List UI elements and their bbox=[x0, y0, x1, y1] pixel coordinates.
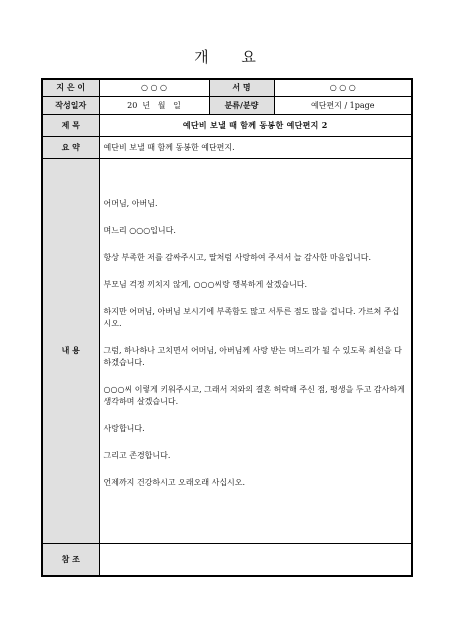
author-row bbox=[42, 79, 412, 96]
content-paragraph: 며느리 ○○○입니다. bbox=[103, 225, 176, 235]
content-paragraph: 그리고 존경합니다. bbox=[103, 450, 171, 460]
author-label: 지 은 이 bbox=[42, 79, 99, 96]
reference-label: 참 조 bbox=[42, 543, 99, 576]
content-body bbox=[99, 158, 412, 543]
content-paragraph: 부모님 걱정 끼치지 않게, ○○○씨랑 행복하게 살겠습니다. bbox=[103, 279, 308, 289]
content-paragraph: 그럼, 하나하나 고치면서 어머님, 아버님께 사랑 받는 며느리가 될 수 있도록 최선을 다하겠습니다. bbox=[103, 345, 402, 367]
content-paragraph: 언제까지 건강하시고 오래오래 사십시오. bbox=[103, 477, 246, 487]
summary-value: 예단비 보낼 때 함께 동봉한 예단편지. bbox=[99, 136, 412, 158]
author-value: ○ ○ ○ bbox=[99, 79, 209, 96]
content-paragraph: 하지만 어머님, 아버님 보시기에 부족함도 많고 서투른 점도 많을 겁니다. 가르쳐 주십시오. bbox=[103, 306, 400, 328]
subject-value: 예단비 보낼 때 함께 동봉한 예단편지 2 bbox=[99, 114, 412, 136]
page-title-part-1: 개 bbox=[194, 48, 209, 66]
reference-row bbox=[42, 543, 412, 576]
page-title bbox=[0, 46, 450, 67]
date-value: 20 년 월 일 bbox=[99, 96, 209, 114]
summary-row bbox=[42, 136, 412, 158]
category-value: 예단편지 / 1page bbox=[274, 96, 412, 114]
reference-value bbox=[99, 543, 412, 576]
subject-row bbox=[42, 114, 412, 136]
summary-form-table bbox=[41, 78, 413, 577]
writer-label: 서 명 bbox=[209, 79, 274, 96]
content-paragraph: 항상 부족한 저를 감싸주시고, 딸처럼 사랑하여 주셔서 늘 감사한 마음입니다. bbox=[103, 252, 372, 262]
category-label: 분류/분량 bbox=[209, 96, 274, 114]
writer-value: ○ ○ ○ bbox=[274, 79, 412, 96]
summary-label: 요 약 bbox=[42, 136, 99, 158]
content-label: 내 용 bbox=[42, 158, 99, 543]
date-label: 작성일자 bbox=[42, 96, 99, 114]
content-row bbox=[42, 158, 412, 543]
page-title-part-2: 요 bbox=[241, 48, 256, 66]
content-paragraph: 사랑합니다. bbox=[103, 423, 145, 433]
content-paragraph: ○○○씨 이렇게 키워주시고, 그래서 저와의 결혼 허락해 주신 점, 평생을 두고 감사하게 생각하며 살겠습니다. bbox=[103, 384, 405, 406]
subject-label: 제 목 bbox=[42, 114, 99, 136]
date-row bbox=[42, 96, 412, 114]
content-paragraph: 어머님, 아버님. bbox=[103, 198, 158, 208]
